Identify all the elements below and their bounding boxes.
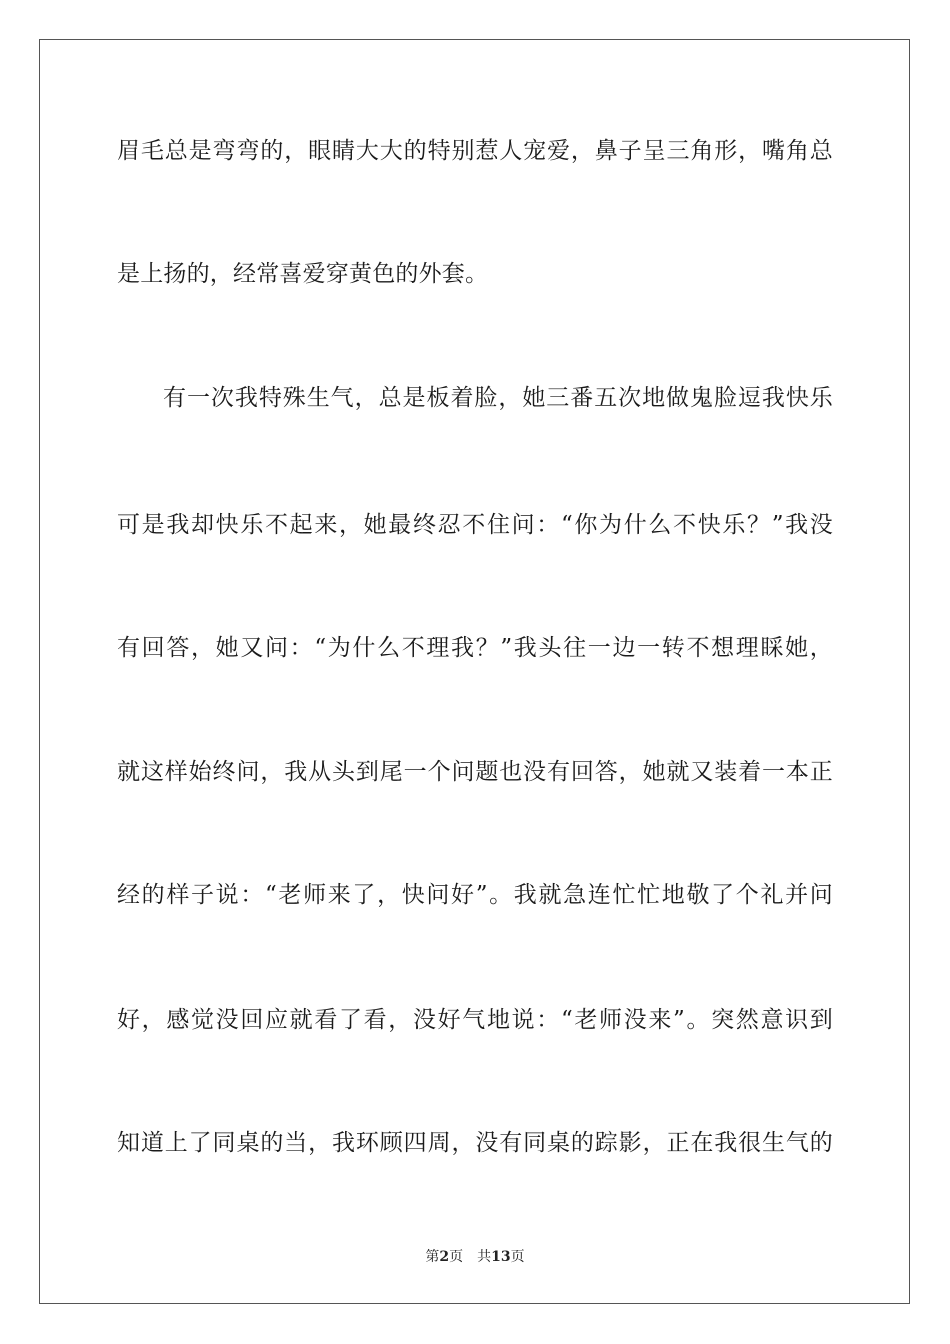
- current-page-number: 2: [439, 1249, 450, 1265]
- text-line-6: 就这样始终问，我从头到尾一个问题也没有回答，她就又装着一本正: [117, 759, 833, 785]
- text-line-9: 知道上了同桌的当，我环顾四周，没有同桌的踪影，正在我很生气的: [117, 1130, 833, 1156]
- text-line-7: 经的样子说：“老师来了，快问好”。我就急连忙忙地敬了个礼并问: [117, 882, 833, 908]
- page-footer: [0, 1246, 950, 1266]
- text-line-2: 是上扬的，经常喜爱穿黄色的外套。: [117, 261, 489, 287]
- text-line-8: 好，感觉没回应就看了看，没好气地说：“老师没来”。突然意识到: [117, 1007, 833, 1033]
- text-line-4: 可是我却快乐不起来，她最终忍不住问：“你为什么不快乐？”我没: [117, 512, 833, 538]
- total-suffix: 页: [510, 1249, 525, 1265]
- page-suffix: 页: [449, 1249, 464, 1265]
- page-prefix: 第: [425, 1249, 440, 1265]
- text-line-3: 有一次我特殊生气，总是板着脸，她三番五次地做鬼脸逗我快乐: [163, 385, 833, 411]
- text-line-5: 有回答，她又问：“为什么不理我？”我头往一边一转不想理睬她，: [117, 635, 833, 661]
- text-line-1: 眉毛总是弯弯的，眼睛大大的特别惹人宠爱，鼻子呈三角形，嘴角总: [117, 138, 833, 164]
- page-border: [39, 39, 910, 1304]
- total-prefix: 共: [477, 1249, 492, 1265]
- total-page-number: 13: [491, 1249, 511, 1265]
